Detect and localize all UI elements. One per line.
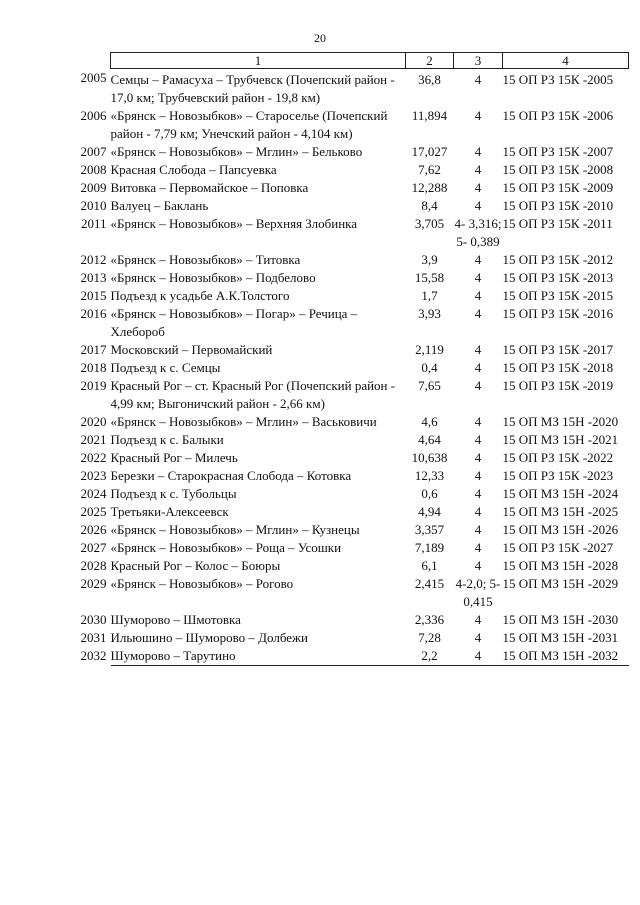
road-name-cell (80, 467, 406, 485)
category-cell: 4-2,0; 5- 0,415 (455, 576, 501, 609)
length-cell: 2,2 (406, 647, 454, 666)
road-name-cell (80, 629, 406, 647)
road-name: Подъезд к усадьбе А.К.Толстого (110, 288, 290, 303)
table-row (111, 287, 629, 305)
length-cell: 8,4 (421, 198, 438, 213)
category-cell: 4 (474, 432, 482, 447)
table-body (80, 69, 629, 666)
road-name-cell (80, 539, 406, 557)
table-row (111, 431, 629, 449)
road-name: Шуморово – Шмотовка (110, 612, 241, 627)
category-cell: 4 (474, 450, 482, 465)
road-code-cell: 15 ОП МЗ 15Н -2028 (502, 558, 619, 573)
row-number: 2026 (80, 522, 107, 537)
road-name: Красный Рог – Колос – Боюры (110, 558, 281, 573)
road-code-cell: 15 ОП РЗ 15К -2016 (502, 306, 614, 321)
road-code-cell: 15 ОП РЗ 15К -2015 (502, 288, 614, 303)
length-cell: 4,64 (418, 432, 441, 447)
row-number: 2006 (80, 108, 107, 123)
table-row (111, 557, 629, 575)
table-row (111, 359, 629, 377)
road-code-cell: 15 ОП МЗ 15Н -2020 (502, 414, 619, 429)
category-cell: 4 (474, 360, 482, 375)
road-code-cell: 15 ОП РЗ 15К -2022 (502, 450, 614, 465)
row-number: 2005 (80, 70, 107, 85)
road-code-cell: 15 ОП МЗ 15Н -2026 (502, 522, 619, 537)
road-name-cell (80, 449, 406, 467)
road-name-cell (80, 647, 406, 666)
length-cell: 0,4 (421, 360, 438, 375)
road-name: «Брянск – Новозыбков» – Роща – Усошки (110, 540, 342, 555)
row-number: 2030 (80, 612, 107, 627)
category-cell: 4 (474, 414, 482, 429)
category-cell: 4 (474, 486, 482, 501)
road-code-cell: 15 ОП МЗ 15Н -2024 (502, 486, 619, 501)
length-cell: 7,28 (418, 630, 441, 645)
road-name-cell (80, 215, 406, 251)
road-name-cell (80, 359, 406, 377)
length-cell: 12,33 (414, 468, 445, 483)
category-cell: 4 (474, 288, 482, 303)
table-row (111, 503, 629, 521)
category-cell: 4 (474, 504, 482, 519)
road-code-cell: 15 ОП РЗ 15К -2027 (502, 540, 614, 555)
road-code-cell: 15 ОП МЗ 15Н -2032 (503, 647, 629, 666)
roads-registry-table (80, 52, 629, 666)
road-name: Подъезд к с. Тубольцы (110, 486, 237, 501)
road-name-cell (80, 179, 406, 197)
road-name: «Брянск – Новозыбков» – Мглин» – Бельково (110, 144, 363, 159)
road-code-cell: 15 ОП МЗ 15Н -2030 (502, 612, 619, 627)
row-number: 2009 (80, 180, 107, 195)
table-header (111, 53, 629, 69)
length-cell: 0,6 (421, 486, 438, 501)
length-cell: 6,1 (421, 558, 438, 573)
road-name-cell (80, 611, 406, 629)
road-name: «Брянск – Новозыбков» – Верхняя Злобинка (110, 216, 358, 231)
road-code-cell: 15 ОП РЗ 15К -2005 (502, 72, 614, 87)
road-name: Ильюшино – Шуморово – Долбежи (110, 630, 308, 645)
table-row (111, 161, 629, 179)
road-name-cell (80, 197, 406, 215)
length-cell: 7,189 (414, 540, 445, 555)
row-number: 2028 (80, 558, 107, 573)
road-code-cell: 15 ОП МЗ 15Н -2029 (502, 576, 619, 591)
road-name-cell (80, 143, 406, 161)
category-cell: 4 (474, 612, 482, 627)
table-row (111, 269, 629, 287)
row-number: 2022 (80, 450, 107, 465)
table-row (111, 215, 629, 251)
table-row (111, 521, 629, 539)
table-row (111, 449, 629, 467)
category-cell: 4 (474, 144, 482, 159)
road-name-cell (80, 413, 406, 431)
road-code-cell: 15 ОП РЗ 15К -2010 (502, 198, 614, 213)
row-number: 2011 (80, 216, 107, 231)
header-col-2: 2 (406, 53, 454, 69)
row-number: 2031 (80, 630, 107, 645)
header-col-3: 3 (454, 53, 503, 69)
header-row (111, 53, 629, 69)
row-number: 2019 (80, 378, 107, 393)
row-number: 2018 (80, 360, 107, 375)
category-cell: 4- 3,316; 5- 0,389 (454, 216, 502, 249)
category-cell: 4 (474, 522, 482, 537)
road-name-cell (80, 69, 406, 108)
road-name: Березки – Старокрасная Слобода – Котовка (110, 468, 352, 483)
length-cell: 11,894 (411, 108, 448, 123)
row-number: 2010 (80, 198, 107, 213)
length-cell: 2,119 (415, 342, 444, 357)
row-number: 2017 (80, 342, 107, 357)
row-number: 2008 (80, 162, 107, 177)
road-code-cell: 15 ОП МЗ 15Н -2031 (502, 630, 619, 645)
row-number: 2013 (80, 270, 107, 285)
road-name-cell (80, 107, 406, 143)
table-row (111, 305, 629, 341)
length-cell: 2,415 (414, 576, 445, 591)
category-cell: 4 (474, 540, 482, 555)
row-number: 2007 (80, 144, 107, 159)
road-name: Шуморово – Тарутино (110, 648, 236, 663)
page-number: 20 (314, 31, 326, 45)
length-cell: 7,65 (418, 378, 441, 393)
road-name-cell (80, 503, 406, 521)
road-name-cell (80, 251, 406, 269)
road-code-cell: 15 ОП РЗ 15К -2007 (502, 144, 614, 159)
length-cell: 36,8 (418, 72, 441, 87)
length-cell: 12,288 (411, 180, 448, 195)
row-number: 2015 (80, 288, 107, 303)
row-number: 2025 (80, 504, 107, 519)
table-row (111, 413, 629, 431)
length-cell: 3,93 (418, 306, 441, 321)
road-name-cell (80, 377, 406, 413)
table-row (111, 539, 629, 557)
table-row (111, 251, 629, 269)
row-number: 2020 (80, 414, 107, 429)
road-name-cell (80, 341, 406, 359)
category-cell: 4 (474, 162, 482, 177)
length-cell: 3,705 (414, 216, 445, 231)
category-cell: 4 (474, 108, 482, 123)
road-name-cell (80, 521, 406, 539)
road-name: Третьяки-Алексеевск (110, 504, 229, 519)
road-code-cell: 15 ОП РЗ 15К -2012 (502, 252, 614, 267)
road-code-cell: 15 ОП РЗ 15К -2009 (502, 180, 614, 195)
table-row (111, 485, 629, 503)
length-cell: 17,027 (411, 144, 448, 159)
row-number: 2024 (80, 486, 107, 501)
road-name: «Брянск – Новозыбков» – Рогово (110, 576, 294, 591)
category-cell: 4 (474, 72, 482, 87)
length-cell: 4,6 (421, 414, 438, 429)
row-number: 2029 (80, 576, 107, 591)
category-cell: 4 (474, 180, 482, 195)
header-col-4: 4 (503, 53, 629, 69)
category-cell: 4 (474, 342, 482, 357)
road-name-cell (80, 557, 406, 575)
category-cell: 4 (474, 252, 482, 267)
length-cell: 4,94 (418, 504, 441, 519)
road-code-cell: 15 ОП РЗ 15К -2013 (502, 270, 614, 285)
category-cell: 4 (474, 270, 482, 285)
row-number: 2016 (80, 306, 107, 321)
road-name: Московский – Первомайский (110, 342, 273, 357)
road-name: «Брянск – Новозыбков» – Мглин» – Васьковичи (110, 414, 377, 429)
row-number: 2027 (80, 540, 107, 555)
road-name-cell (80, 431, 406, 449)
table-row (111, 647, 629, 666)
category-cell: 4 (474, 468, 482, 483)
road-name: Красный Рог – ст. Красный Рог (Почепский район - 4,99 км; Выгоничский район - 2,66 км) (110, 378, 396, 411)
category-cell: 4 (474, 378, 482, 393)
road-name: «Брянск – Новозыбков» – Погар» – Речица – Хлебороб (110, 306, 358, 339)
road-code-cell: 15 ОП РЗ 15К -2008 (502, 162, 614, 177)
road-code-cell: 15 ОП МЗ 15Н -2021 (502, 432, 619, 447)
road-name: «Брянск – Новозыбков» – Мглин» – Кузнецы (110, 522, 360, 537)
row-number: 2012 (80, 252, 107, 267)
table-row (111, 575, 629, 611)
category-cell: 4 (474, 306, 482, 321)
road-name: Подъезд к с. Семцы (110, 360, 221, 375)
road-name-cell (80, 305, 406, 341)
road-code-cell: 15 ОП РЗ 15К -2006 (502, 108, 614, 123)
road-name: Красный Рог – Милечь (110, 450, 238, 465)
row-number: 2023 (80, 468, 107, 483)
road-name: Семцы – Рамасуха – Трубчевск (Почепский район - 17,0 км; Трубчевский район - 19,8 км) (110, 72, 395, 105)
table-row (111, 107, 629, 143)
road-name: Витовка – Первомайское – Поповка (110, 180, 309, 195)
row-number: 2021 (80, 432, 107, 447)
row-number: 2032 (80, 648, 107, 663)
length-cell: 3,9 (421, 252, 438, 267)
table-row (111, 143, 629, 161)
road-name-cell (80, 269, 406, 287)
table-row (111, 611, 629, 629)
length-cell: 3,357 (414, 522, 445, 537)
road-code-cell: 15 ОП РЗ 15К -2018 (502, 360, 614, 375)
header-col-1: 1 (111, 53, 406, 69)
table-row (111, 629, 629, 647)
road-code-cell: 15 ОП РЗ 15К -2017 (502, 342, 614, 357)
road-code-cell: 15 ОП РЗ 15К -2023 (502, 468, 614, 483)
length-cell: 10,638 (411, 450, 448, 465)
road-name: Красная Слобода – Папсуевка (110, 162, 277, 177)
table-row (111, 179, 629, 197)
table-row (111, 197, 629, 215)
length-cell: 1,7 (421, 288, 438, 303)
road-name: «Брянск – Новозыбков» – Подбелово (110, 270, 316, 285)
category-cell: 4 (474, 198, 482, 213)
road-name: «Брянск – Новозыбков» – Титовка (110, 252, 301, 267)
road-name-cell (80, 485, 406, 503)
category-cell: 4 (454, 647, 503, 666)
table-row (111, 377, 629, 413)
road-name: Валуец – Баклань (110, 198, 209, 213)
table-row (111, 341, 629, 359)
road-code-cell: 15 ОП МЗ 15Н -2025 (502, 504, 619, 519)
road-name: Подъезд к с. Балыки (110, 432, 224, 447)
road-name-cell (80, 287, 406, 305)
table-row (111, 69, 629, 108)
category-cell: 4 (474, 558, 482, 573)
road-code-cell: 15 ОП РЗ 15К -2019 (502, 378, 614, 393)
length-cell: 7,62 (418, 162, 441, 177)
road-name: «Брянск – Новозыбков» – Староселье (Почепский район - 7,79 км; Унечский район - 4,104 км) (110, 108, 388, 141)
road-name-cell (80, 575, 406, 611)
length-cell: 2,336 (414, 612, 445, 627)
road-code-cell: 15 ОП РЗ 15К -2011 (502, 216, 613, 231)
table-row (111, 467, 629, 485)
road-name-cell (80, 161, 406, 179)
length-cell: 15,58 (414, 270, 445, 285)
category-cell: 4 (474, 630, 482, 645)
